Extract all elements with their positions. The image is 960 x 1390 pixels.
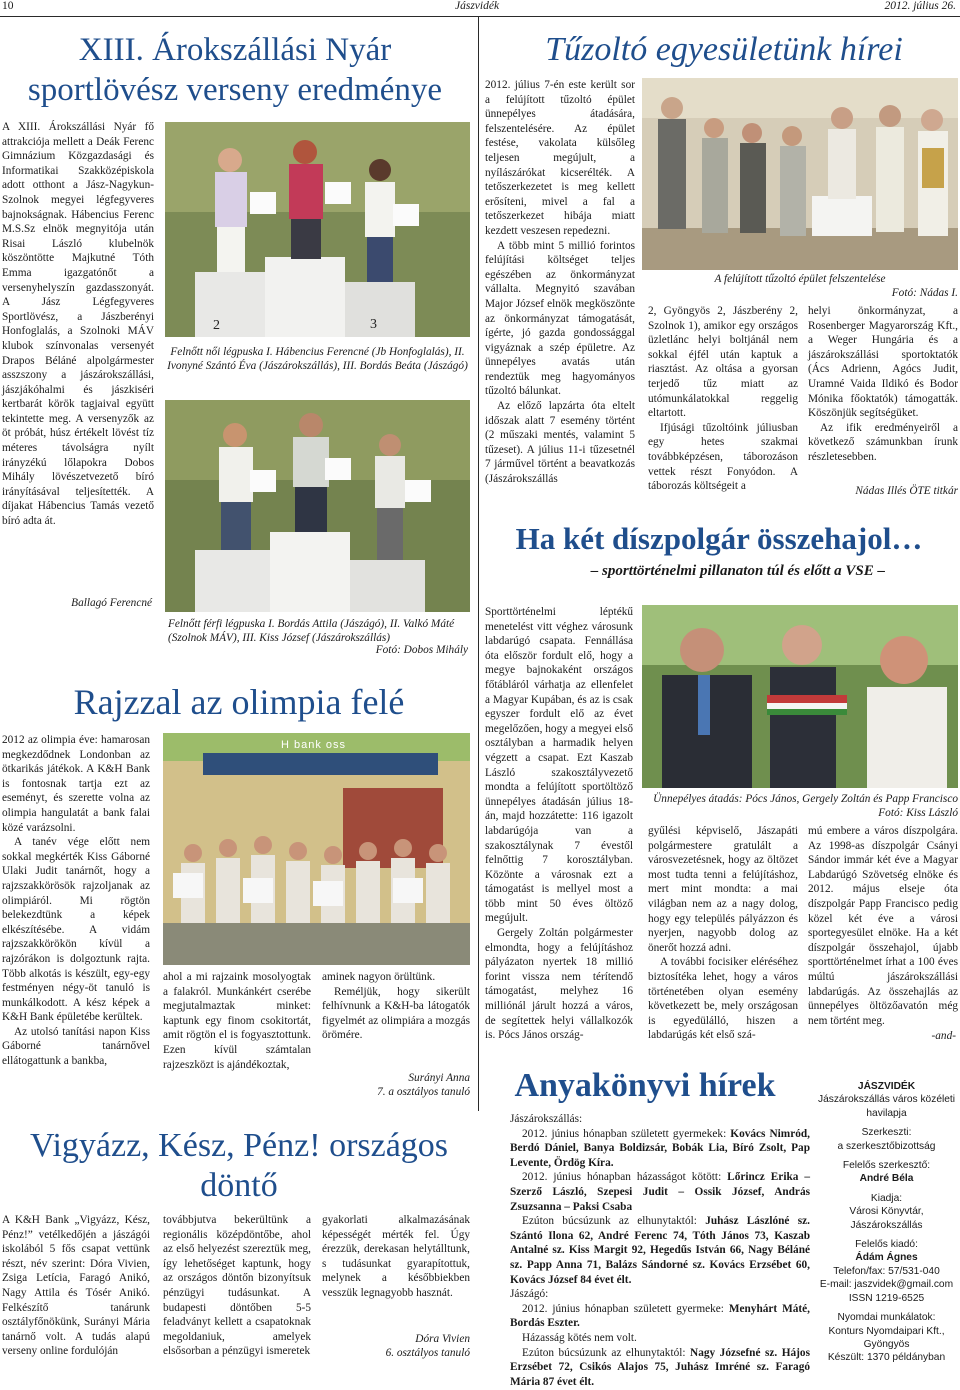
registry-marriages2: Házasság kötés nem volt. xyxy=(522,1331,637,1344)
registry-title: Anyakönyvi hírek xyxy=(514,1067,776,1104)
registry-births: Kovács Nimród, Berdó Dániel, Banya Boldizsár, Bobák Lia, Bíró Zsolt, Pap Levente, Ördög Kíra. xyxy=(510,1127,810,1169)
shooting-author: Ballagó Ferencné xyxy=(71,597,152,609)
shooting-body-text: A XIII. Árokszállási Nyár fő attrakciója mellett a Deák Ferenc Gimnázium Közgazdasági és Informatikai Szakközépiskola adott otthont a Jász-Nagykun-Szolnok megyei légfegyveres bajnokságnak. Hábencius Ferenc M.S.Sz elnök megnyitója után Risai László klubelnök köszöntötte Majkutné Tóth Emma igazgatónőt a versenyhelyszín gazdasszonyát. A Jász Légfegyveres Sportlövész, a Jászberényi Honfoglalás, a Szolnoki MÁV klubok színvonalas versenyét Drapos Béláné alpolgármester asszszony a jászárokszállási, jászjákóhalmi és jászkiséri kertbarát körök tagjaival együtt tekintette meg. A versenyzők az öt próbát, húsz értékelt lövést tíz méteres távolságra nyílt irányzékú lőlapokra Dobos Mihály lövészetvezető bíró irányításával teljesítették. A díjakat Hábencius Tamás vezető bíró adta át. xyxy=(2,121,154,528)
vse-photo-credit: Fotó: Kiss László xyxy=(878,807,958,819)
vse-col1-text: Sporttörténelmi léptékű menetelést vitt véghez városunk labdarúgó csapata. Fennállása óta először fordult elő, hogy a megye bajnokaként országos főtábláról várhatja az ellenfelet a Magyar Kupában, és az is csak egyszer fordult elő az évet megelőzően, hogy a megyei első osztályban a harmadik helyen végzett a csapat. Ezt Kaszab László szakosztályvezető mondta a felújított sportöltöző ünnepélyes átadásán július 18-án, majd hozzátette: 116 igazolt labdarúgója van a szakosztálynak 7 évestől felnőttig 7 korosztályban. Közönte a városnak ezt a támogatást is mellyel most a több mint 50 éves öltöző megújult. xyxy=(485,606,633,925)
fire-col1b-text: A több mint 5 millió forintos felújítási költséget teljes egészében az önkormányzat vállalta. Megnyitó szavában Major József elnök megköszönte az önkormányzat támogatását, ígérte, jó gazda gondossággal vigyáznak a szép épületre. Az ünnepélyes avatás után rendeztük meg hagyományos tűzoltó bálunkat. xyxy=(485,239,635,398)
final-col2-text: továbbjutva bekerültünk a regionális középdöntőbe, ahol az első helyezést szereztük meg, így lehetőséget kaptunk, hogy az országos döntőn bizonyítsuk pénzügyi tudásunkat. A budapesti döntőben 5-5 feladványt kellett a csapatoknak megoldaniuk, amelyek elsősorban a pénzügyi ismeretek xyxy=(163,1214,311,1358)
registry-marriages-intro: 2012. június hónapban házasságot kötött: xyxy=(522,1171,728,1184)
drawing-col2-text: ahol a mi rajzaink mosolyogtak a falakról. Munkánkért cserébe megjutalmaztak minket: kaptunk egy finom csokitortát, amit rögtön el is fogyasztottunk. Ezen kívül számtalan rajzeszközt is ajándékoztak, xyxy=(163,971,311,1071)
imprint-printer: Konturs Nyomdaipari Kft., Gyöngyös xyxy=(828,1325,945,1350)
drawing-col2 xyxy=(163,970,311,1072)
imprint-copies: Készült: 1370 példányban xyxy=(827,1352,946,1364)
vse-photo xyxy=(642,605,958,788)
fire-caption: A felújított tűzoltó épület felszentelése xyxy=(714,273,886,285)
column-divider xyxy=(478,16,479,1111)
bank-sign: H bank oss xyxy=(281,739,347,751)
registry-births-para xyxy=(510,1127,810,1171)
registry-births2-para xyxy=(510,1302,810,1331)
shooting-body xyxy=(2,120,154,529)
fire-photo xyxy=(642,78,958,270)
final-col2 xyxy=(163,1213,311,1359)
fire-col3-text: helyi önkormányzat, a Rosenberger Magyarország Kft., a Weger Hungária és a jászárokszállási sportoktatók (Ács Adrienn, Agócs Judit, Uramné Vaida Ildikó és Bodor Mónika főoktatók) támogatták. Köszönjük segítségüket. xyxy=(808,305,958,420)
fire-col2-text: 2, Gyöngyös 2, Jászberény 2, Szolnok 1), amikor egy országos üzletlánc helyi boltjánál nem sokkal éjfél után kaptuk a riasztást. Az oltása a gyorsan terjedő tűz miatt az utómunkálatokkal reggelig eltartott. xyxy=(648,305,798,420)
vse-col2-text: gyűlési képviselő, Jászapáti polgármestere gratulált a városvezetésnek, hogy az öltözet most tudta tenni a felújításhoz, mert mint mondta: a mai világban nem az a nagy dolog, hogy egy település pályázzon és nyerjen, nagyobb dolog az önerőt hozzá adni. xyxy=(648,825,798,954)
drawing-col3 xyxy=(322,970,470,1043)
fire-illustration xyxy=(642,78,958,270)
final-col1-text: A K&H Bank „Vigyázz, Kész, Pénz!” vetélkedőjén a jászágói iskolából 5 fős csapat vettünk részt, név szerint: Dóra Vivien, Zsiga Letícia, Faragó Anikó, Nagy Attila és Tósér Anikó. Felkészítő tanárunk osztályfőnökünk, Surányi Mária tanárnő volt. A tudás alapú verseny online fordulóján xyxy=(2,1214,150,1358)
men-podium-illustration xyxy=(165,400,470,612)
shooting-title: XIII. Árokszállási Nyár sportlövész verseny eredménye xyxy=(27,32,443,108)
imprint-editor: a szerkesztőbizottság xyxy=(837,1140,936,1152)
fire-col2b-text: Ifjúsági tűzoltóink júliusban egy hetes szakmai továbbképzésen, táborozáson vettek részt Fonyódon. A táborozás költségeit a xyxy=(648,421,798,493)
women-podium-illustration xyxy=(165,122,470,337)
fire-col1c-text: Az előző lapzárta óta eltelt időszak alatt 7 esemény történt (2 műszaki mentés, valamint 5 tűzeset). A július 11-i tűzesetnél 7 járművel történt a beavatkozás (Jászárokszállás xyxy=(485,400,635,486)
registry-deaths2-para xyxy=(510,1346,810,1390)
imprint-phone: Telefon/fax: 57/531-040 xyxy=(833,1265,940,1277)
registry-births2-intro: 2012. június hónapban született gyermeke: xyxy=(522,1302,729,1315)
drawing-col1 xyxy=(2,733,150,1069)
imprint-publisher: Városi Könyvtár, Jászárokszállás xyxy=(849,1206,924,1231)
podium-number-3: 3 xyxy=(370,317,377,332)
drawing-col3b-text: Reméljük, hogy sikerült felhívnunk a K&H-ba látogatók figyelmét az olimpiára a mozgás örömére. xyxy=(322,985,470,1042)
final-col3 xyxy=(322,1213,470,1301)
final-col3-text: gyakorlati alkalmazásának képességét mérték fel. Úgy érezzük, derekasan helytálltunk, s tudásunkat gyarapítottuk, melynek a későbbiekben vesszük legnagyobb hasznát. xyxy=(322,1214,470,1299)
vse-col3-text: mú embere a város díszpolgára. Az 1998-as díszpolgár Csányi Sándor immár két éve a Magyar Labdarúgó Szövetség elnöke és 2012. május elseje óta díszpolgár Papp Francisco pedig közel két éve a városi sportegyesület elnöke. Ha a két díszpolgár összehajol, újabb sporttörténelmet írhat a 100 éves múltú jászárokszállási labdarúgás. Az összehajlás az ünnepélyes öltözőavatón még nem történt meg. xyxy=(808,825,958,1027)
fire-col3 xyxy=(808,304,958,465)
men-caption: Felnőtt férfi légpuska I. Bordás Attila (Jászágó), II. Valkó Máté (Szolnok MÁV), III. Kiss József (Jászárokszállás) xyxy=(168,618,455,644)
imprint-email: E-mail: jaszvidek@gmail.com xyxy=(819,1279,954,1291)
publication-name: Jászvidék xyxy=(455,0,500,12)
women-caption: Felnőtt női légpuska I. Hábencius Ferencné (Jb Honfoglalás), II. Ivonyné Szántó Éva (Jászárokszállás), III. Bordás Beáta (Jászágó) xyxy=(167,346,468,372)
fire-col2 xyxy=(648,304,798,494)
vse-author: -and- xyxy=(931,1030,956,1042)
registry-place1: Jászárokszállás: xyxy=(510,1113,583,1125)
final-title: Vigyázz, Kész, Pénz! országos döntő xyxy=(29,1127,449,1204)
fire-col1-text: 2012. július 7-én este került sor a felújított tűzoltó épület ünnepélyes átadására, felszentelésére. Az épület festése, vakolata külsőleg teljesen megújult, a nyílászárókat kicserélték. A tetőszerkezetet is meg kellett erősíteni, mivel a fal a tetőszerkezet hibája miatt kezdett veszesen repedezni. xyxy=(485,79,635,237)
drawing-illustration xyxy=(163,733,470,965)
vse-col3 xyxy=(808,824,958,1028)
fire-col3b-text: Az ifik eredményeiről a következő számunkban írunk részletesebben. xyxy=(808,421,958,463)
vse-col2b-text: A további focisiker eléréséhez biztosítéka lehet, hogy a város történetében olyan esemény következett be, mely országosan is egyedülálló, hiszen a labdarúgás két első szá- xyxy=(648,956,798,1042)
drawing-col1b-text: A tanév vége előtt nem sokkal megkérték Kiss Gáborné Ulaki Judit tanárnőt, hogy a rajzszakkörösök rajzoljanak az olimpiáról. Mi rögtön belekezdtünk a képek elkészítésébe. A vidám rajzszakkörökön kívül a rajzórákon is dolgoztunk rajta. Több alkotás is készült, egy-egy festményen négy-öt tanuló is munkálkodott. A kész képek a K&H Bank épületébe kerültek. xyxy=(2,836,150,1024)
drawing-col3-text: aminek nagyon örültünk. xyxy=(322,971,436,983)
page-number: 10 xyxy=(2,0,14,12)
registry-deaths2: Nagy Józsefné sz. Hájos Erzsébet 72, Csikós Alajos 75, Juhász Imréné sz. Faragó Mária 87 évet élt. xyxy=(510,1346,810,1388)
vse-col2 xyxy=(648,824,798,1043)
registry-deaths: Juhász Lászlóné sz. Szántó Ilona 62, André Ferenc 74, Tóth János 73, Kaszab Antalné sz. Kiss Margit 92, Hegedűs István 66, Nagy Béláné sz. Papp Anna 71, Balázs Sándorné sz. Kovács Erzsébet 60, Kovács József 84 évet élt. xyxy=(510,1215,810,1286)
header-rule xyxy=(0,16,960,17)
drawing-col1-text: 2012 az olimpia éve: hamarosan megkezdődnek Londonban az ötkarikás játékok. A K&H Bank is fontosnak tartja ezt az eseményt, és szerette volna az olimpia hangulatát a bank falai közé varázsolni. xyxy=(2,734,150,834)
registry-deaths-intro: Ezúton búcsúzunk az elhunytaktól: xyxy=(522,1215,706,1228)
vse-caption: Ünnepélyes átadás: Pócs János, Gergely Zoltán és Papp Francisco xyxy=(653,793,958,805)
drawing-author-class: 7. a osztályos tanuló xyxy=(377,1086,470,1098)
registry-births-intro: 2012. június hónapban született gyermekek: xyxy=(522,1127,731,1140)
men-podium-photo xyxy=(165,400,470,612)
podium-number-2: 2 xyxy=(213,318,220,333)
vse-title: Ha két díszpolgár összehajol… xyxy=(515,521,923,556)
drawing-author: Surányi Anna xyxy=(408,1072,470,1084)
fire-col1 xyxy=(485,78,635,487)
imprint-resp: Ádám Ágnes xyxy=(855,1252,918,1264)
imprint-printer-label: Nyomdai munkálatok: xyxy=(837,1312,936,1324)
imprint-publisher-label: Kiadja: xyxy=(870,1192,903,1204)
issue-date: 2012. július 26. xyxy=(884,0,956,12)
registry-marriages: Lőrincz Erika – Szerző László, Szepesi Judit – Ossik József, András Zsuzsanna – Paksi Csaba xyxy=(510,1171,810,1213)
fire-title: Tűzoltó egyesületünk hírei xyxy=(545,31,903,68)
registry-place2: Jászágó: xyxy=(510,1288,549,1301)
registry-body xyxy=(510,1112,810,1389)
vse-illustration xyxy=(642,605,958,788)
imprint-box xyxy=(815,1080,958,1365)
registry-deaths2-intro: Ezúton búcsúzunk az elhunytaktól: xyxy=(522,1346,691,1359)
imprint-name: JÁSZVIDÉK xyxy=(857,1081,916,1092)
imprint-editor-label: Szerkeszti: xyxy=(861,1127,912,1139)
shooting-photo-credit: Fotó: Dobos Mihály xyxy=(375,644,468,656)
imprint-desc: Jászárokszállás város közéleti havilapja xyxy=(817,1094,956,1119)
final-author: Dóra Vivien xyxy=(415,1333,470,1345)
imprint-designer-label: Felelős szerkesztő: xyxy=(842,1160,931,1172)
imprint-resp-label: Felelős kiadó: xyxy=(855,1239,918,1251)
registry-deaths-para xyxy=(510,1214,810,1287)
registry-births2: Menyhárt Máté, Bordás Eszter. xyxy=(510,1302,810,1330)
drawing-photo xyxy=(163,733,470,965)
drawing-col1c-text: Az utolsó tanítási napon Kiss Gáborné tanárnővel ellátogattunk a bankba, xyxy=(2,1025,150,1068)
drawing-title: Rajzzal az olimpia felé xyxy=(73,682,405,722)
imprint-designer: André Béla xyxy=(859,1173,914,1185)
registry-marriages-para xyxy=(510,1170,810,1214)
vse-subtitle: – sporttörténelmi pillanaton túl és előtt a VSE – xyxy=(590,563,885,579)
final-author-class: 6. osztályos tanuló xyxy=(385,1347,470,1359)
vse-col1 xyxy=(485,605,633,1043)
vse-col1b-text: Gergely Zoltán polgármester elmondta, hogy a felújításhoz pályázaton nyertek 18 millió forint vissza nem térítendő támogatást, melyhez 16 milliónál járult hozzá a város, de segítettek helyi vállalkozók is. Pócs János ország- xyxy=(485,927,633,1042)
fire-photo-credit: Fotó: Nádas I. xyxy=(891,287,958,299)
fire-author: Nádas Illés ÖTE titkár xyxy=(855,485,958,497)
women-podium-photo xyxy=(165,122,470,337)
final-col1 xyxy=(2,1213,150,1359)
imprint-issn: ISSN 1219-6525 xyxy=(848,1292,925,1304)
